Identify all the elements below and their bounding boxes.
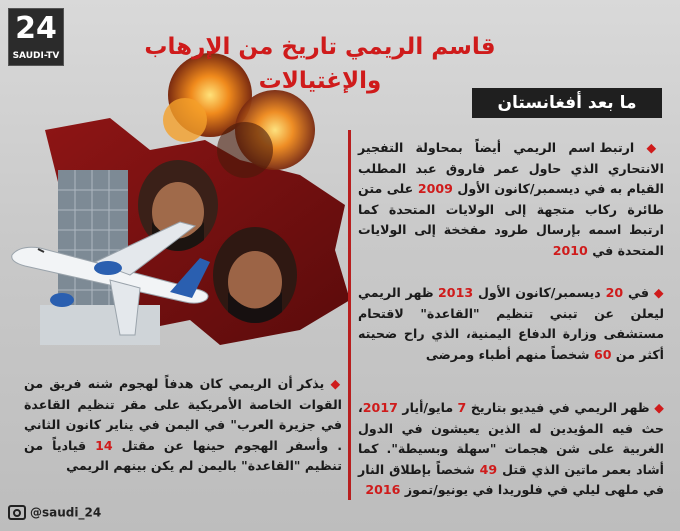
paragraph-2013: ◆ في 20 ديسمبر/كانون الأول 2013 ظهر الريمي ليعلن عن تبني تنظيم "القاعدة" لاقتحام مستشفى وزارة الدفاع اليمنية، الذي راح ضحيته أكثر من 60 شخصاً منهم أطباء ومرضى <box>358 285 665 362</box>
section-heading: ما بعد أفغانستان <box>472 88 662 118</box>
bullet-icon: ◆ <box>653 285 665 300</box>
logo-subtitle: SAUDI-TV <box>12 51 60 61</box>
page-title: قاسم الريمي تاريخ من الإرهاب والإغتيالات <box>144 34 496 94</box>
camera-icon <box>8 505 26 520</box>
bullet-icon: ◆ <box>654 400 665 415</box>
bullet-icon: ◆ <box>646 140 665 155</box>
channel-logo <box>8 8 64 66</box>
portrait-image-2 <box>213 227 297 323</box>
paragraph-2009: ◆ ارتبط اسم الريمي أيضاً بمحاولة التفجير الانتحاري الذي حاول عمر فاروق عبد المطلب القيام به في ديسمبر/كانون الأول 2009 على متن طائرة ركاب متجهة إلى الولايات المتحدة كما ارتبط اسمه بإرسال طرود مفخخة إلى الولايات المتحدة في 2010 <box>358 140 665 258</box>
bullet-icon: ◆ <box>330 376 343 391</box>
divider <box>348 130 351 500</box>
paragraph-raid: ◆ يذكر أن الريمي كان هدفاً لهجوم شنه فريق من القوات الخاصة الأمريكية على مقر تنظيم القاعدة في جزيرة العرب" في اليمن في يناير كانون الثاني . وأسفر الهجوم حينها عن مقتل 14 قيادياً من تنظيم "القاعدة" باليمن لم يكن بينهم الريمي <box>24 376 343 473</box>
year-2009: 2009 <box>417 181 453 196</box>
social-handle: @saudi_24 <box>8 505 101 523</box>
paragraph-2017: ◆ ظهر الريمي في فيديو بتاريخ 7 مايو/أيار 2017، حث فيه المؤيدين له الذين يعيشون في الدول الغربية على شن هجمات "سهلة وبسيطة". كما أشاد بعمر ماتين الذي قتل 49 شخصاً بإطلاق النار في ملهى ليلي في فلوريدا في يونيو/تموز 2016 <box>358 400 665 497</box>
year-2010: 2010 <box>552 242 588 258</box>
logo-number: 24 <box>15 11 57 46</box>
